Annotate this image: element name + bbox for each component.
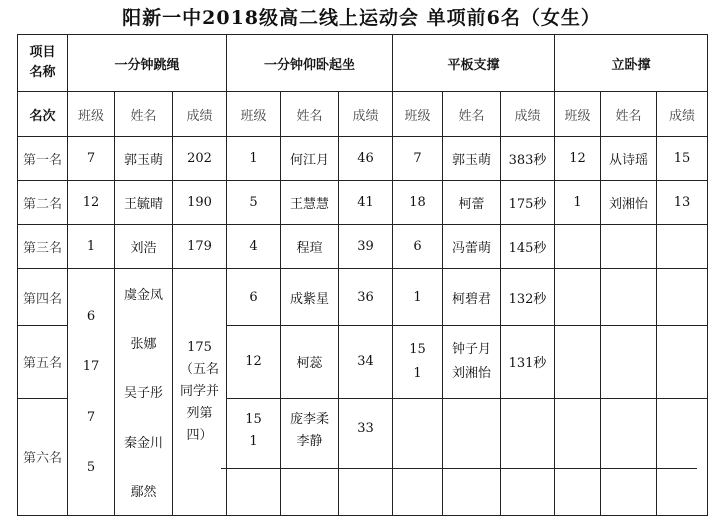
class-value: 15	[409, 341, 426, 357]
table-cell: 从诗瑶	[601, 137, 657, 181]
table-cell: 12	[68, 181, 115, 225]
rank-label: 第五名	[18, 326, 68, 398]
rank-label: 第三名	[18, 225, 68, 269]
page-title: 阳新一中2018级高二线上运动会 单项前6名（女生）	[122, 7, 601, 29]
table-cell	[601, 326, 657, 398]
table-cell: 7	[68, 137, 115, 181]
table-cell	[657, 225, 708, 269]
rank-label: 第一名	[18, 137, 68, 181]
table-cell: 柯碧君	[443, 269, 501, 326]
table-cell: 6	[227, 269, 281, 326]
table-cell: 冯蕾萌	[443, 225, 501, 269]
class-value: 1	[413, 365, 422, 381]
table-cell: 202	[173, 137, 227, 181]
table-cell: 41	[339, 181, 393, 225]
table-cell: 1	[393, 269, 443, 326]
results-table	[17, 34, 708, 516]
table-cell: 383秒	[501, 137, 555, 181]
table-cell: 柯蕊	[281, 326, 339, 398]
score-header: 成绩	[173, 92, 227, 137]
table-cell	[657, 269, 708, 326]
name-value: 钟子月	[452, 341, 492, 357]
table-cell	[601, 398, 657, 516]
rank-label: 第二名	[18, 181, 68, 225]
score-header: 成绩	[339, 92, 393, 137]
table-cell: 132秒	[501, 269, 555, 326]
table-cell	[657, 326, 708, 398]
item-name-header: 项目 名称	[18, 35, 68, 92]
name-header: 姓名	[443, 92, 501, 137]
table-cell: 5	[227, 181, 281, 225]
table-cell: 1	[227, 137, 281, 181]
rope-tied-score	[173, 269, 227, 516]
table-cell: 成紫星	[281, 269, 339, 326]
name-value: 鄢然	[130, 484, 157, 500]
table-cell	[555, 269, 601, 326]
class-value: 7	[86, 409, 96, 425]
class-header: 班级	[227, 92, 281, 137]
table-cell	[555, 326, 601, 398]
table-cell	[601, 269, 657, 326]
class-header: 班级	[68, 92, 115, 137]
name-value: 刘湘怡	[452, 365, 492, 381]
table-cell	[657, 398, 708, 516]
table-cell: 程瑄	[281, 225, 339, 269]
table-cell: 190	[173, 181, 227, 225]
table-cell: 6	[393, 225, 443, 269]
table-cell: 12	[555, 137, 601, 181]
score-header: 成绩	[657, 92, 708, 137]
table-cell: 1	[68, 225, 115, 269]
table-cell	[555, 398, 601, 516]
event-situps-header: 一分钟仰卧起坐	[227, 35, 393, 92]
rank-label: 第四名	[18, 269, 68, 326]
name-value: 虞金凤	[123, 288, 163, 304]
table-cell	[227, 398, 281, 516]
class-header: 班级	[555, 92, 601, 137]
rank-label: 第六名	[18, 398, 68, 516]
table-cell: 12	[227, 326, 281, 398]
table-cell	[555, 225, 601, 269]
event-plank-header: 平板支撑	[393, 35, 555, 92]
name-value: 秦金川	[123, 435, 163, 451]
table-cell	[281, 398, 339, 516]
event-burpee-header: 立卧撑	[555, 35, 708, 92]
table-cell: 刘湘怡	[601, 181, 657, 225]
table-cell	[443, 398, 501, 516]
class-value: 5	[86, 460, 96, 476]
table-cell	[443, 326, 501, 398]
rank-header: 名次	[18, 92, 68, 137]
table-cell: 18	[393, 181, 443, 225]
table-cell	[501, 398, 555, 516]
table-cell	[601, 225, 657, 269]
table-cell: 39	[339, 225, 393, 269]
name-header: 姓名	[601, 92, 657, 137]
table-cell: 145秒	[501, 225, 555, 269]
class-value: 1	[249, 433, 258, 449]
table-cell: 175秒	[501, 181, 555, 225]
rope-tied-classes	[68, 269, 115, 516]
table-cell: 7	[393, 137, 443, 181]
class-value: 15	[245, 411, 262, 427]
table-cell: 郭玉萌	[115, 137, 173, 181]
event-rope-header: 一分钟跳绳	[68, 35, 227, 92]
table-cell: 何江月	[281, 137, 339, 181]
table-cell: 4	[227, 225, 281, 269]
table-cell: 王慧慧	[281, 181, 339, 225]
table-cell: 柯蕾	[443, 181, 501, 225]
name-value: 张娜	[130, 337, 157, 353]
class-value: 6	[86, 308, 96, 324]
name-value: 庞李柔	[290, 411, 330, 427]
table-cell: 15	[657, 137, 708, 181]
table-cell: 33	[339, 398, 393, 516]
table-cell: 13	[657, 181, 708, 225]
name-header: 姓名	[115, 92, 173, 137]
name-value: 李静	[296, 433, 323, 449]
class-header: 班级	[393, 92, 443, 137]
table-cell	[393, 326, 443, 398]
name-value: 吴子彤	[123, 386, 163, 402]
table-cell: 34	[339, 326, 393, 398]
table-cell: 刘浩	[115, 225, 173, 269]
score-value: 175（五名同学并列第四）	[179, 340, 219, 443]
score-header: 成绩	[501, 92, 555, 137]
rope-tied-names	[115, 269, 173, 516]
table-cell: 46	[339, 137, 393, 181]
name-header: 姓名	[281, 92, 339, 137]
table-cell: 131秒	[501, 326, 555, 398]
row-divider	[221, 468, 697, 469]
table-cell: 王毓晴	[115, 181, 173, 225]
table-cell	[393, 398, 443, 516]
table-cell: 郭玉萌	[443, 137, 501, 181]
table-cell: 1	[555, 181, 601, 225]
table-cell: 179	[173, 225, 227, 269]
table-cell: 36	[339, 269, 393, 326]
class-value: 17	[82, 359, 100, 375]
